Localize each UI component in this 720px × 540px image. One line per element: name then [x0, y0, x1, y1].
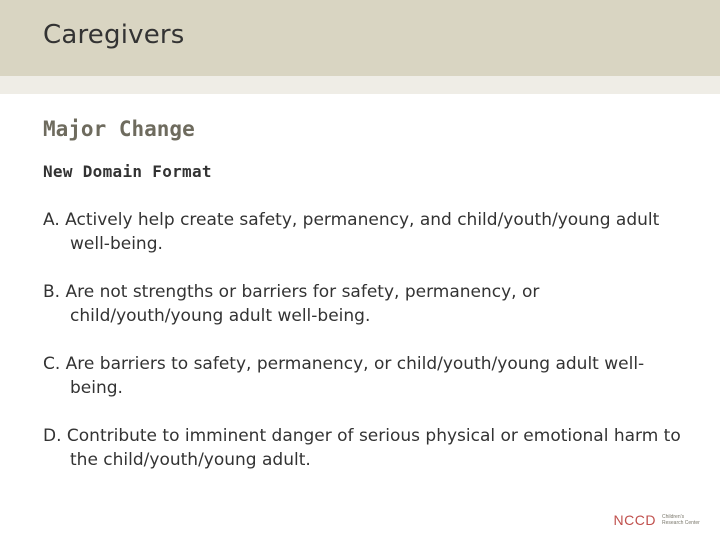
- section-heading: Major Change: [43, 117, 195, 141]
- logo-wordmark: NCCD: [613, 512, 656, 528]
- option-item-c: C. Are barriers to safety, permanency, or child/youth/young adult well-being.: [43, 354, 645, 398]
- option-item-a: A. Actively help create safety, permanency, and child/youth/young adult well-being.: [43, 210, 660, 254]
- option-item-b: B. Are not strengths or barriers for safety, permanency, or child/youth/young adult well-being.: [43, 282, 540, 326]
- section-subheading: New Domain Format: [43, 162, 212, 181]
- footer-logo: [614, 512, 700, 528]
- logo-subtext: Children's Research Center: [662, 514, 700, 526]
- option-item-d: D. Contribute to imminent danger of serious physical or emotional harm to the child/youth/young adult.: [43, 426, 681, 470]
- slide-title: Caregivers: [43, 20, 185, 50]
- option-list: [43, 208, 683, 496]
- header-accent-strip: [0, 76, 720, 94]
